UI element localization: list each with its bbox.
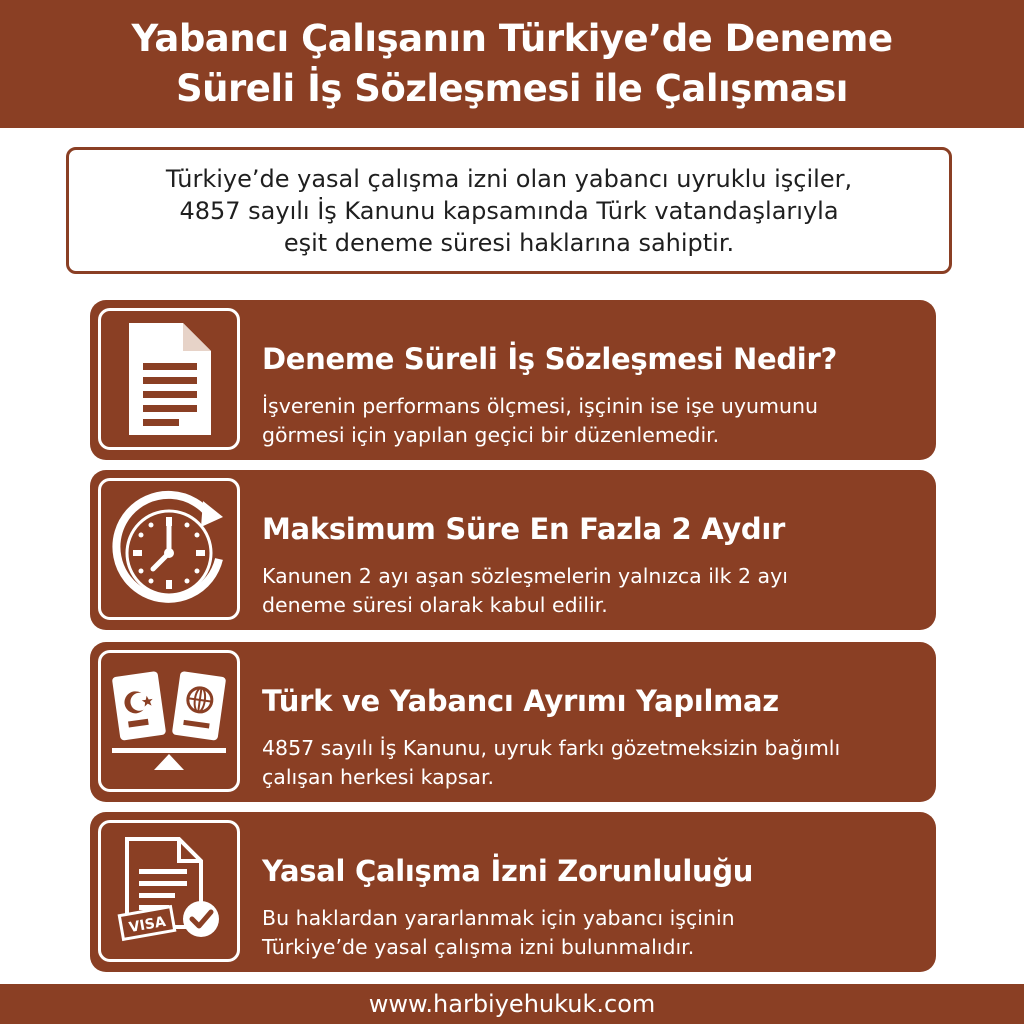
intro-line-2: 4857 sayılı İş Kanunu kapsamında Türk vatandaşlarıyla xyxy=(179,196,839,225)
document-icon xyxy=(119,319,219,439)
card-title: Yasal Çalışma İzni Zorunluluğu xyxy=(262,854,754,888)
card-description-line: Bu haklardan yararlanmak için yabancı işçinin xyxy=(262,906,735,930)
clock-icon xyxy=(107,487,231,611)
card-title: Deneme Süreli İş Sözleşmesi Nedir? xyxy=(262,342,837,376)
intro-line-3: eşit deneme süresi haklarına sahiptir. xyxy=(283,228,735,257)
card-title: Maksimum Süre En Fazla 2 Aydır xyxy=(262,512,785,546)
card-description xyxy=(262,904,735,962)
card-description-line: Türkiye’de yasal çalışma izni bulunmalıdır. xyxy=(262,935,695,959)
visa-stamp-label: VISA xyxy=(127,913,167,937)
info-card-no-discrimination xyxy=(90,642,936,802)
card-description xyxy=(262,562,788,620)
page-header xyxy=(0,0,1024,128)
card-description-line: deneme süresi olarak kabul edilir. xyxy=(262,593,608,617)
visa-document-check-icon xyxy=(109,831,229,951)
visa-document-check-icon-frame xyxy=(98,820,240,962)
info-card-max-duration xyxy=(90,470,936,630)
page-title-line-1: Yabancı Çalışanın Türkiye’de Deneme xyxy=(131,17,893,60)
document-icon-frame xyxy=(98,308,240,450)
card-description xyxy=(262,734,840,792)
info-card-work-permit xyxy=(90,812,936,972)
info-card-definition xyxy=(90,300,936,460)
website-link[interactable]: www.harbiyehukuk.com xyxy=(368,990,656,1018)
card-title: Türk ve Yabancı Ayrımı Yapılmaz xyxy=(262,684,779,718)
footer-bar xyxy=(0,984,1024,1024)
passports-scale-icon xyxy=(106,666,232,776)
card-description-line: çalışan herkesi kapsar. xyxy=(262,765,495,789)
intro-line-1: Türkiye’de yasal çalışma izni olan yabancı uyruklu işçiler, xyxy=(165,164,853,193)
card-description-line: Kanunen 2 ayı aşan sözleşmelerin yalnızca ilk 2 ayı xyxy=(262,564,788,588)
card-description xyxy=(262,392,818,450)
page-title-line-2: Süreli İş Sözleşmesi ile Çalışması xyxy=(176,67,848,110)
clock-icon-frame xyxy=(98,478,240,620)
passports-scale-icon-frame xyxy=(98,650,240,792)
card-description-line: İşverenin performans ölçmesi, işçinin ise işe uyumunu xyxy=(262,394,818,418)
intro-box xyxy=(66,147,952,274)
card-description-line: 4857 sayılı İş Kanunu, uyruk farkı gözetmeksizin bağımlı xyxy=(262,736,841,760)
card-description-line: görmesi için yapılan geçici bir düzenlemedir. xyxy=(262,423,720,447)
